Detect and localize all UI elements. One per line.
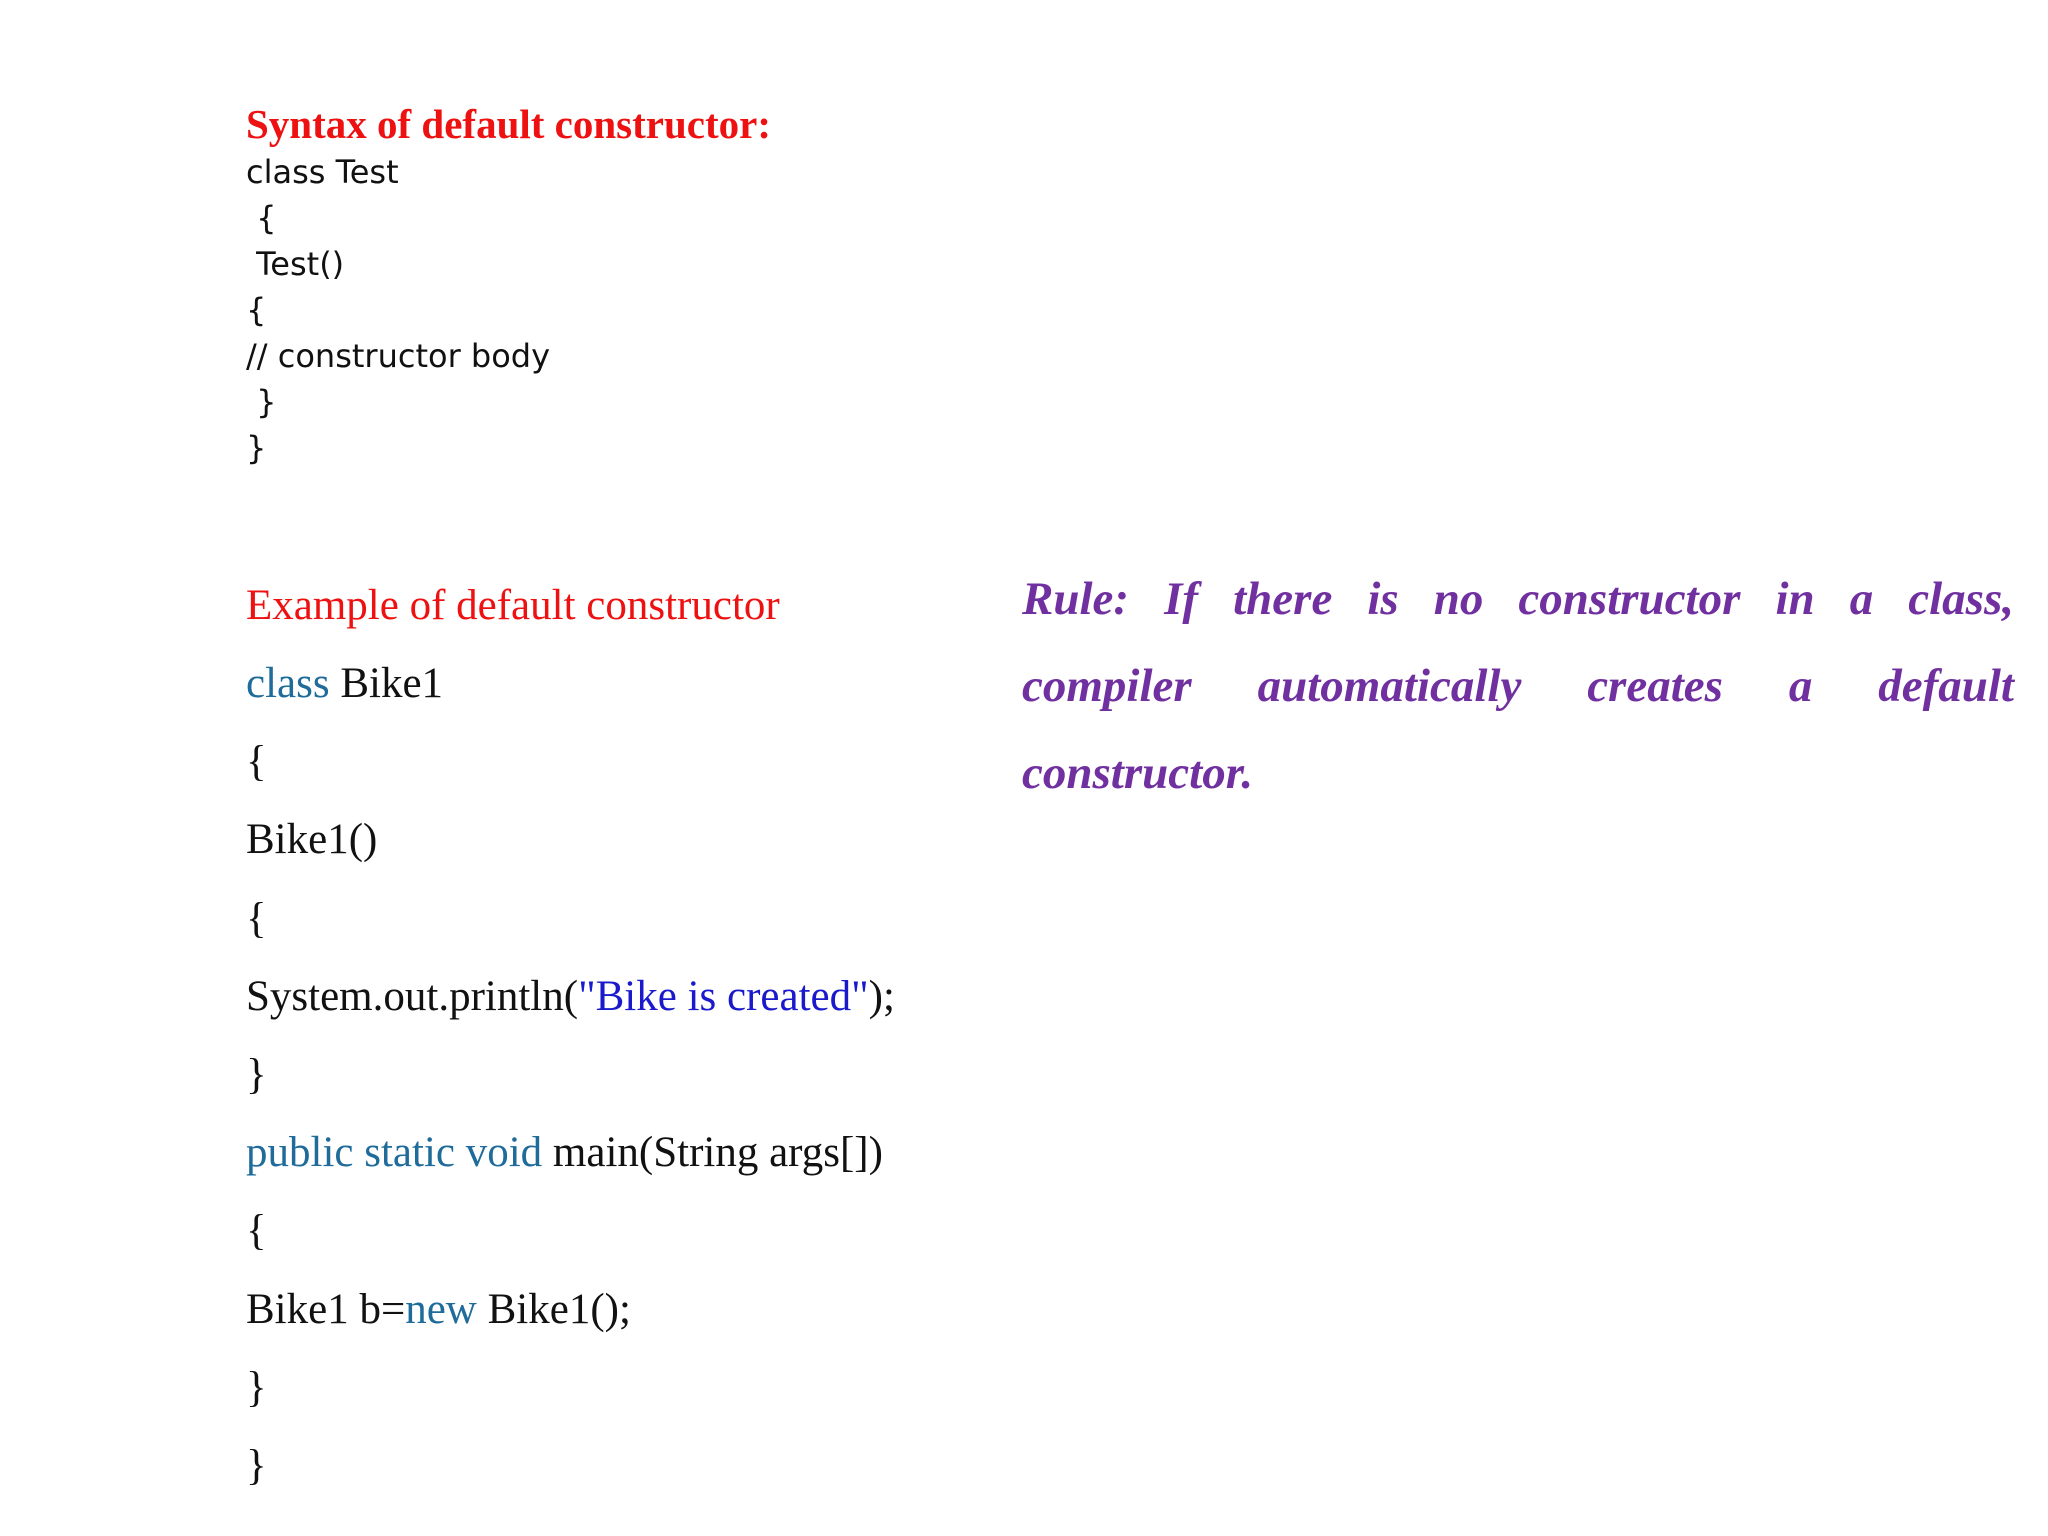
code-line: } — [246, 1051, 267, 1098]
code-text: Bike1 b= — [246, 1286, 406, 1333]
syntax-line: class Test — [246, 153, 399, 191]
keyword: public static void — [246, 1129, 543, 1176]
code-text: Bike1(); — [476, 1286, 631, 1333]
syntax-line: } — [246, 429, 267, 467]
code-line: { — [246, 738, 267, 785]
code-line-class-decl — [246, 654, 443, 714]
code-line-main-decl — [246, 1123, 883, 1183]
code-text: main(String args[]) — [542, 1129, 883, 1176]
code-line: } — [246, 1442, 267, 1489]
code-line: } — [246, 1364, 267, 1411]
string-literal: "Bike is created" — [578, 973, 869, 1020]
code-line: { — [246, 895, 267, 942]
code-text: System.out.println( — [246, 973, 579, 1020]
code-line: { — [246, 1207, 267, 1254]
code-line-instantiation — [246, 1280, 631, 1340]
syntax-line: Test() — [246, 245, 345, 283]
syntax-line: } — [246, 383, 277, 421]
code-text: ); — [868, 973, 895, 1020]
example-heading: Example of default constructor — [246, 582, 780, 629]
syntax-line: // constructor body — [246, 337, 551, 375]
code-text: Bike1 — [329, 660, 444, 707]
code-line-constructor: Bike1() — [246, 816, 378, 863]
syntax-line: { — [246, 291, 267, 329]
syntax-line: { — [246, 199, 277, 237]
rule-text: Rule: If there is no constructor in a class, compiler automatically creates a default constructor. — [1022, 573, 2014, 799]
syntax-heading: Syntax of default constructor: — [246, 101, 771, 147]
code-line-println — [246, 967, 895, 1027]
keyword: new — [405, 1286, 477, 1333]
keyword: class — [246, 660, 330, 707]
